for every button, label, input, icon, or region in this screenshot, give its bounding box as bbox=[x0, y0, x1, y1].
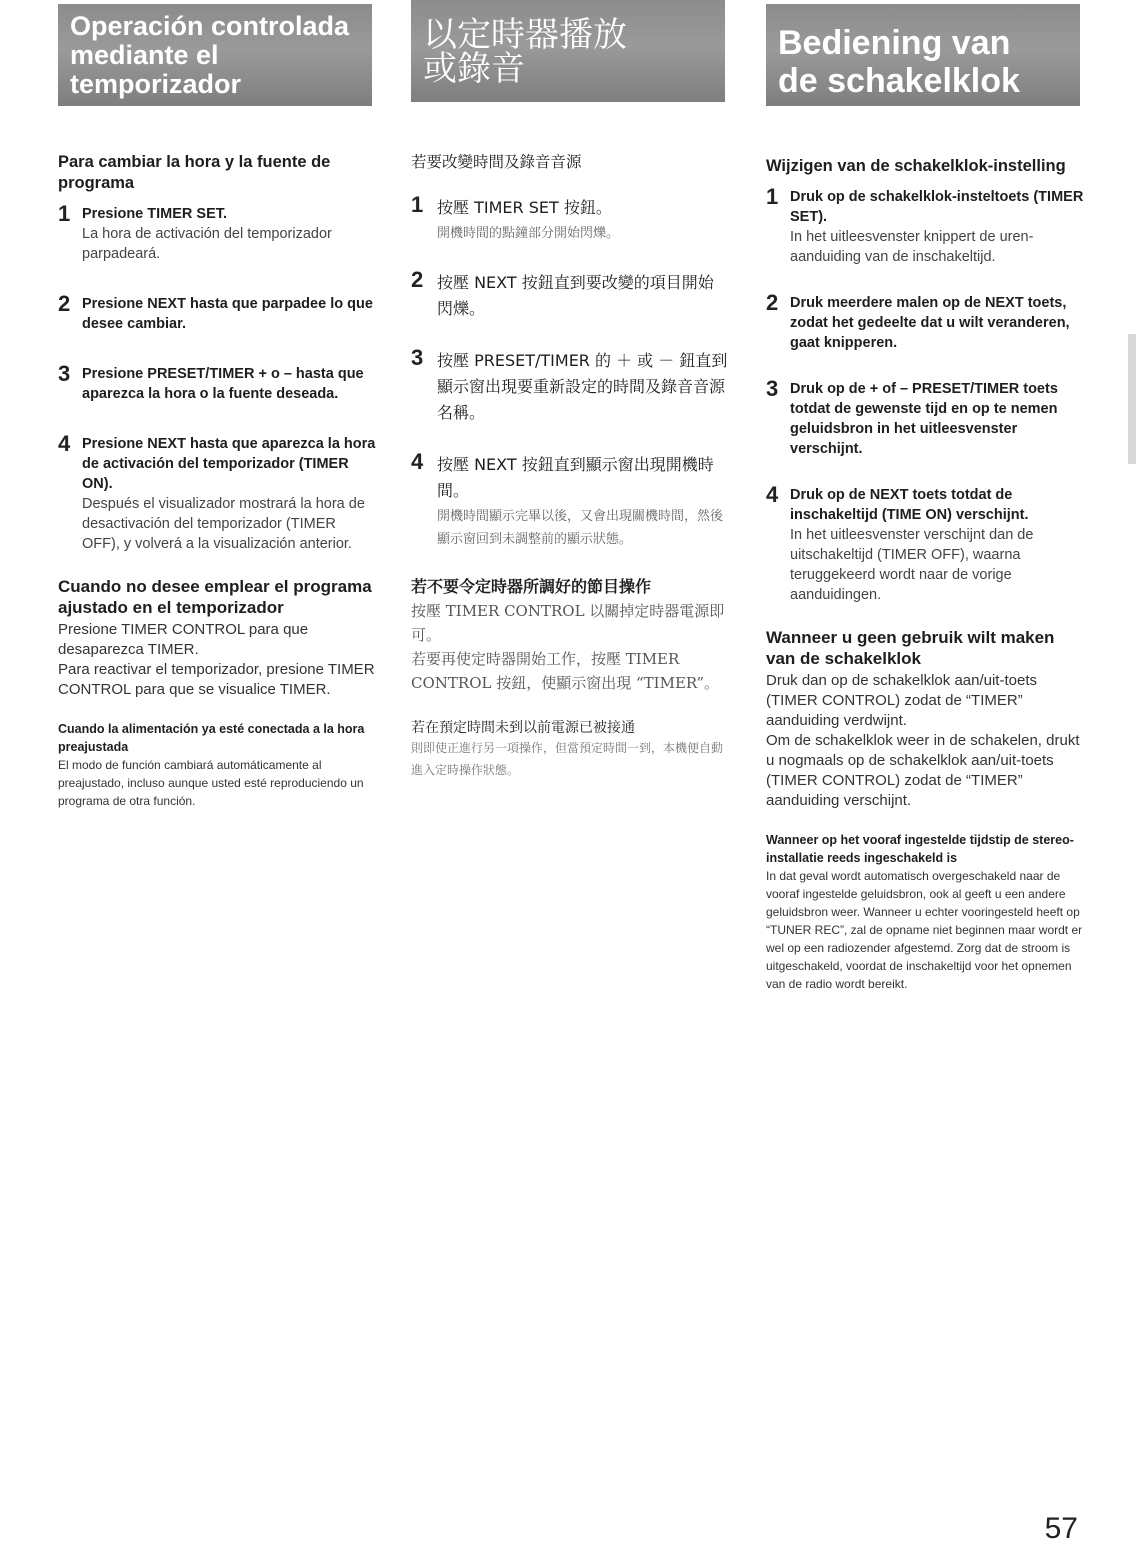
note-text: El modo de función cambiará automáticamente al preajustado, incluso aunque usted esté reproduciendo un programa de otra función. bbox=[58, 758, 364, 808]
banner-line: mediante el bbox=[70, 40, 219, 70]
step-detail: 開機時間的點鐘部分開始閃爍。 bbox=[437, 225, 620, 240]
step-item bbox=[411, 267, 729, 322]
step-item bbox=[411, 192, 729, 244]
step-item bbox=[58, 291, 376, 334]
paragraph: Presione TIMER CONTROL para que desaparezca TIMER. bbox=[58, 621, 309, 658]
step-action: Presione TIMER SET. bbox=[82, 206, 228, 222]
step-number: 3 bbox=[58, 361, 71, 386]
step-number: 4 bbox=[411, 449, 424, 474]
step-number: 3 bbox=[766, 376, 779, 401]
step-number: 2 bbox=[411, 267, 424, 292]
step-item bbox=[766, 482, 1084, 605]
step-action: 按壓 TIMER SET 按鈕。 bbox=[437, 198, 612, 217]
banner-line: temporizador bbox=[70, 69, 242, 99]
step-detail: Después el visualizador mostrará la hora de desactivación del temporizador (TIMER OFF), y volverá a la visualización anterior. bbox=[82, 496, 365, 552]
step-number: 4 bbox=[766, 482, 779, 507]
note-heading: 若在預定時間未到以前電源已被接通 bbox=[411, 720, 635, 736]
step-detail: 開機時間顯示完畢以後，又會出現關機時間，然後顯示窗回到未調整前的顯示狀態。 bbox=[437, 508, 724, 546]
edge-tab-marker bbox=[1128, 334, 1136, 464]
section-banner bbox=[58, 4, 372, 106]
paragraph: Para reactivar el temporizador, presione TIMER CONTROL para que se visualice TIMER. bbox=[58, 661, 375, 698]
step-action: 按壓 NEXT 按鈕直到要改變的項目開始閃爍。 bbox=[437, 273, 714, 318]
step-number: 1 bbox=[766, 184, 779, 209]
step-item bbox=[411, 345, 729, 426]
step-action: Presione NEXT hasta que parpadee lo que desee cambiar. bbox=[82, 296, 373, 332]
step-number: 3 bbox=[411, 345, 424, 370]
step-action: Druk op de NEXT toets totdat de inschakeltijd (TIME ON) verschijnt. bbox=[790, 487, 1029, 523]
section-banner bbox=[766, 4, 1080, 106]
column-body bbox=[411, 152, 729, 781]
step-action: Presione NEXT hasta que aparezca la hora de activación del temporizador (TIMER ON). bbox=[82, 436, 376, 492]
step-item bbox=[58, 201, 376, 264]
step-number: 2 bbox=[58, 291, 71, 316]
column-body bbox=[766, 156, 1084, 993]
note-text: 則即使正進行另一項操作，但當預定時間一到，本機便自動進入定時操作狀態。 bbox=[411, 741, 724, 777]
step-detail: La hora de activación del temporizador parpadeará. bbox=[82, 226, 332, 262]
column-body bbox=[58, 152, 376, 810]
section-heading: Para cambiar la hora y la fuente de programa bbox=[58, 153, 331, 192]
sub-heading: Wanneer u geen gebruik wilt maken van de schakelklok bbox=[766, 628, 1055, 668]
section-heading: 若要改變時間及錄音音源 bbox=[411, 153, 582, 171]
step-item bbox=[766, 376, 1084, 459]
step-action: Presione PRESET/TIMER + o – hasta que aparezca la hora o la fuente deseada. bbox=[82, 366, 364, 402]
step-item bbox=[58, 431, 376, 554]
step-action: Druk meerdere malen op de NEXT toets, zodat het gedeelte dat u wilt veranderen, gaat knipperen. bbox=[790, 295, 1070, 351]
page-number: 57 bbox=[1044, 1512, 1078, 1545]
step-number: 1 bbox=[58, 201, 71, 226]
paragraph: Om de schakelklok weer in de schakelen, drukt u nogmaals op de schakelklok aan/uit-toets (TIMER CONTROL) zodat de “TIMER” aanduiding verschijnt. bbox=[766, 732, 1080, 809]
step-action: 按壓 NEXT 按鈕直到顯示窗出現開機時間。 bbox=[437, 455, 714, 500]
banner-line: 或錄音 bbox=[423, 49, 525, 89]
paragraph: Druk dan op de schakelklok aan/uit-toets (TIMER CONTROL) zodat de “TIMER” aanduiding verdwijnt. bbox=[766, 672, 1037, 729]
sub-heading: Cuando no desee emplear el programa ajustado en el temporizador bbox=[58, 577, 372, 617]
banner-line: 以定時器播放 bbox=[423, 15, 627, 55]
step-action: 按壓 PRESET/TIMER 的 ＋ 或 － 鈕直到顯示窗出現要重新設定的時間及錄音音源名稱。 bbox=[437, 351, 728, 422]
step-detail: In het uitleesvenster verschijnt dan de uitschakeltijd (TIMER OFF), waarna teruggekeerd wordt naar de vorige aanduidingen. bbox=[790, 527, 1034, 603]
step-number: 2 bbox=[766, 290, 779, 315]
step-action: Druk op de schakelklok-insteltoets (TIMER SET). bbox=[790, 189, 1084, 225]
paragraph: 若要再使定時器開始工作，按壓 TIMER CONTROL 按鈕，使顯示窗出現 “TIMER”。 bbox=[411, 650, 720, 692]
note-heading: Cuando la alimentación ya esté conectada a la hora preajustada bbox=[58, 722, 365, 754]
step-number: 4 bbox=[58, 431, 71, 456]
note-heading: Wanneer op het vooraf ingestelde tijdstip de stereo-installatie reeds ingeschakeld is bbox=[766, 833, 1074, 865]
section-heading: Wijzigen van de schakelklok-instelling bbox=[766, 157, 1066, 175]
note-text: In dat geval wordt automatisch overgeschakeld naar de vooraf ingestelde geluidsbron, ook al geeft u een andere geluidsbron weer. Wanneer u echter vooringesteld heeft op “TUNER REC”, zal de opname niet beginnen maar wordt er wel op een radiozender afgestemd. Zorg dat de stroom is uitgeschakeld, voordat de inschakeltijd voor het opnemen van de radio wordt bereikt. bbox=[766, 869, 1083, 991]
banner-line: Bediening van bbox=[778, 24, 1011, 62]
step-number: 1 bbox=[411, 192, 424, 217]
banner-line: Operación controlada bbox=[70, 11, 350, 41]
banner-line: de schakelklok bbox=[778, 62, 1020, 100]
step-action: Druk op de + of – PRESET/TIMER toets totdat de gewenste tijd en op te nemen geluidsbron in het uitleesvenster verschijnt. bbox=[790, 381, 1058, 457]
sub-heading: 若不要令定時器所調好的節目操作 bbox=[411, 577, 652, 596]
paragraph: 按壓 TIMER CONTROL 以關掉定時器電源即可。 bbox=[411, 602, 725, 644]
step-item bbox=[766, 184, 1084, 267]
step-item bbox=[58, 361, 376, 404]
step-detail: In het uitleesvenster knippert de uren-aanduiding van de inschakeltijd. bbox=[790, 229, 1034, 265]
section-banner bbox=[411, 0, 725, 102]
step-item bbox=[766, 290, 1084, 353]
step-item bbox=[411, 449, 729, 550]
